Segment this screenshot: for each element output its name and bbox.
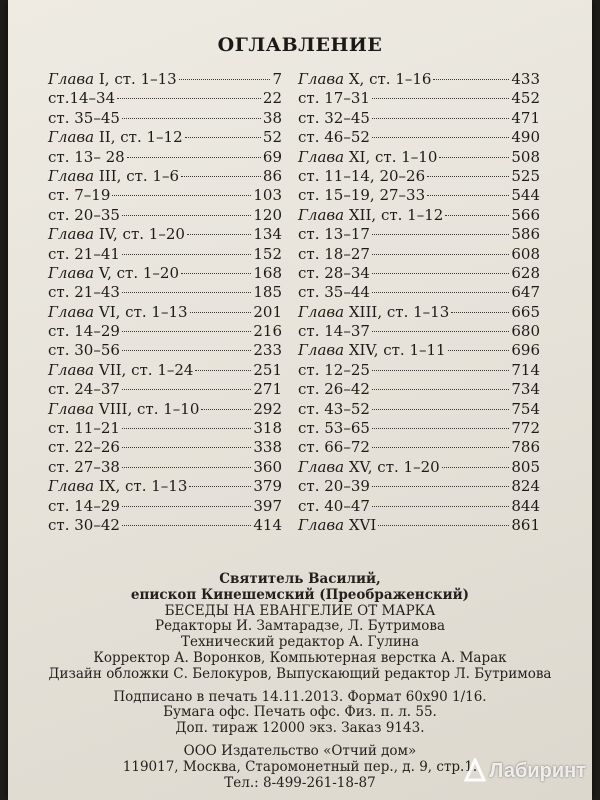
verse-range: ст. 28–34	[298, 263, 370, 282]
page-number: 52	[262, 128, 282, 147]
verse-range: II, ст. 1–12	[94, 128, 183, 147]
toc-entry	[48, 322, 282, 341]
labirint-logo-icon	[464, 758, 486, 784]
page-number: 22	[262, 89, 282, 108]
toc-entry	[298, 225, 540, 244]
page-number: 544	[511, 186, 540, 205]
page-number: 647	[511, 283, 540, 302]
toc-entry	[48, 89, 282, 108]
page-number: 861	[511, 515, 540, 534]
dot-leader	[127, 157, 261, 158]
toc-entry-label	[48, 89, 115, 107]
toc-entry-label	[298, 341, 446, 359]
page-number: 508	[511, 147, 540, 166]
toc-entry	[298, 322, 540, 341]
toc-entry	[48, 148, 282, 167]
verse-range: XII, ст. 1–12	[344, 205, 444, 224]
verse-range: ст. 14–37	[298, 322, 370, 341]
page-number: 134	[253, 225, 282, 244]
dot-leader	[122, 389, 251, 390]
verse-range: ст. 30–56	[48, 341, 120, 360]
toc-entry-label	[298, 497, 370, 515]
toc-entry-label	[298, 186, 425, 204]
toc-entry-label	[48, 167, 179, 185]
verse-range: ст. 7–19	[48, 186, 111, 205]
page-number: 292	[253, 399, 282, 418]
verse-range: ст. 11–14, 20–26	[298, 166, 426, 185]
toc-entry	[48, 245, 282, 264]
page-number: 608	[511, 244, 540, 263]
toc-entry-label	[298, 322, 370, 340]
chapter-word: Глава	[298, 205, 345, 224]
toc-entry	[48, 109, 282, 128]
dot-leader	[122, 215, 251, 216]
chapter-word: Глава	[298, 457, 345, 476]
page-number: 680	[511, 322, 540, 341]
toc-entry	[298, 186, 540, 205]
toc-entry-label	[298, 225, 370, 243]
toc-entry	[48, 128, 282, 147]
page-number: 338	[253, 438, 282, 457]
toc-entry	[298, 477, 540, 496]
toc-entry	[298, 206, 540, 225]
toc-entry-label	[48, 206, 120, 224]
dot-leader	[122, 331, 251, 332]
toc-entry-label	[298, 361, 370, 379]
toc-entry-label	[48, 516, 120, 534]
page-number: 490	[511, 128, 540, 147]
toc-entry-label	[298, 477, 370, 495]
toc-entry	[298, 438, 540, 457]
verse-range: XI, ст. 1–10	[344, 147, 438, 166]
toc-entry-label	[298, 89, 370, 107]
toc-entry	[48, 167, 282, 186]
toc-entry	[48, 458, 282, 477]
dot-leader	[122, 118, 261, 119]
page-title: ОГЛАВЛЕНИЕ	[217, 34, 383, 56]
chapter-word: Глава	[298, 341, 345, 360]
dot-leader	[187, 234, 251, 235]
dot-leader	[372, 331, 509, 332]
toc-entry	[48, 303, 282, 322]
dot-leader	[445, 215, 509, 216]
verse-range: VII, ст. 1–24	[94, 360, 194, 379]
page-number: 152	[253, 244, 282, 263]
page-number: 168	[253, 263, 282, 282]
toc-entry-label	[298, 264, 370, 282]
verse-range: ст. 43–52	[298, 399, 370, 418]
page-number: 665	[511, 302, 540, 321]
toc-entry	[298, 264, 540, 283]
toc-entry	[48, 438, 282, 457]
toc-entry-label	[48, 361, 193, 379]
toc-entry-label	[298, 380, 370, 398]
toc-entry	[298, 245, 540, 264]
verse-range: XIV, ст. 1–11	[344, 341, 446, 360]
page-number: 628	[511, 263, 540, 282]
verse-range: ст. 22–26	[48, 438, 120, 457]
toc-entry	[48, 186, 282, 205]
dot-leader	[372, 486, 509, 487]
verse-range: ст. 53–65	[298, 419, 370, 438]
chapter-word: Глава	[48, 360, 95, 379]
watermark-text: Лабиринт	[489, 759, 586, 782]
page-number: 271	[253, 380, 282, 399]
toc-entry-label	[48, 380, 120, 398]
verse-range: ст. 27–38	[48, 457, 120, 476]
page-number: 251	[253, 360, 282, 379]
toc-entry	[298, 497, 540, 516]
dot-leader	[181, 273, 251, 274]
print-run-line: Доп. тираж 12000 экз. Заказ 9143.	[175, 720, 425, 737]
dot-leader	[112, 195, 251, 196]
verse-range: IV, ст. 1–20	[94, 225, 185, 244]
dot-leader	[372, 428, 509, 429]
page-number: 379	[253, 477, 282, 496]
toc-entry-label	[48, 70, 177, 88]
toc-entry-label	[48, 225, 185, 243]
toc-entry-label	[48, 264, 179, 282]
verse-range: V, ст. 1–20	[94, 263, 179, 282]
dot-leader	[378, 525, 509, 526]
chapter-word: Глава	[298, 70, 345, 88]
toc-entry-label	[48, 497, 120, 515]
page-number: 201	[253, 302, 282, 321]
page-number: 452	[511, 89, 540, 108]
dot-leader	[122, 467, 251, 468]
dot-leader	[442, 467, 510, 468]
verse-range: VIII, ст. 1–10	[94, 399, 200, 418]
dot-leader	[117, 98, 261, 99]
page-number: 772	[511, 419, 540, 438]
toc-entry	[48, 264, 282, 283]
dot-leader	[372, 389, 509, 390]
verse-range: ст. 14–29	[48, 496, 120, 515]
verse-range: XV, ст. 1–20	[344, 457, 440, 476]
address-line: 119017, Москва, Старомонетный пер., д. 9, стр.1.	[122, 758, 478, 775]
page-number: 120	[253, 205, 282, 224]
chapter-word: Глава	[48, 263, 95, 282]
verse-range: ст. 11–21	[48, 419, 120, 438]
toc-entry	[48, 225, 282, 244]
page-number: 318	[253, 419, 282, 438]
toc-entry-label	[48, 341, 120, 359]
dot-leader	[427, 195, 509, 196]
dot-leader	[185, 137, 261, 138]
verse-range: VI, ст. 1–13	[94, 302, 188, 321]
phone-line: Тел.: 8-499-261-18-87	[224, 774, 376, 791]
verse-range: ст. 35–45	[48, 108, 120, 127]
chapter-word: Глава	[48, 128, 95, 147]
verse-range: ст. 20–39	[298, 477, 370, 496]
page-number: 754	[511, 399, 540, 418]
dot-leader	[372, 273, 509, 274]
verse-range: ст. 40–47	[298, 496, 370, 515]
toc-entry-label	[48, 322, 120, 340]
page-number: 714	[511, 360, 540, 379]
toc-entry-label	[48, 109, 120, 127]
author-line: Святитель Василий,	[219, 571, 381, 587]
tech-editor-line: Технический редактор А. Гулина	[180, 634, 420, 651]
toc-entry	[298, 70, 540, 89]
page-number: 824	[511, 477, 540, 496]
page-number: 696	[511, 341, 540, 360]
paper-line: Бумага офс. Печать офс. Физ. п. л. 55.	[163, 704, 437, 721]
toc-entry-label	[48, 128, 183, 146]
cover-design-line: Дизайн обложки С. Белокуров, Выпускающий редактор Л. Бутримова	[48, 665, 552, 682]
page-number: 805	[511, 457, 540, 476]
verse-range: III, ст. 1–6	[94, 166, 180, 185]
dot-leader	[122, 428, 251, 429]
verse-range: ст. 13–17	[298, 225, 370, 244]
toc-entry-label	[48, 458, 120, 476]
page-number: 433	[511, 70, 540, 88]
dot-leader	[372, 292, 509, 293]
toc-entry-label	[298, 128, 370, 146]
page-number: 69	[262, 147, 282, 166]
verse-range: XIII, ст. 1–13	[344, 302, 450, 321]
chapter-word: Глава	[48, 225, 95, 244]
toc-entry-label	[298, 283, 370, 301]
page-number: 586	[511, 225, 540, 244]
toc-entry-label	[48, 303, 188, 321]
verse-range: ст. 14–29	[48, 322, 120, 341]
dot-leader	[372, 447, 509, 448]
dot-leader	[451, 312, 509, 313]
dot-leader	[448, 350, 510, 351]
page-number: 566	[511, 205, 540, 224]
dot-leader	[372, 234, 509, 235]
verse-range: ст. 21–43	[48, 283, 120, 302]
labirint-watermark	[464, 758, 586, 784]
dot-leader	[122, 254, 251, 255]
toc-entry-label	[298, 148, 437, 166]
verse-range: ст. 13– 28	[48, 147, 125, 166]
chapter-word: Глава	[48, 399, 95, 418]
dot-leader	[195, 370, 251, 371]
dot-leader	[122, 506, 251, 507]
chapter-word: Глава	[48, 70, 95, 88]
page-number: 233	[253, 341, 282, 360]
dot-leader	[122, 525, 251, 526]
toc-entry	[298, 458, 540, 477]
toc-entry	[298, 361, 540, 380]
page-number: 185	[253, 283, 282, 302]
toc-entry-label	[48, 438, 120, 456]
dot-leader	[189, 486, 251, 487]
dot-leader	[372, 409, 509, 410]
page-number: 471	[511, 108, 540, 127]
toc-entry-label	[298, 458, 440, 476]
toc-entry-label	[48, 477, 187, 495]
dot-leader	[372, 98, 509, 99]
dot-leader	[439, 157, 509, 158]
page-number: 216	[253, 322, 282, 341]
dot-leader	[122, 350, 251, 351]
toc-entry-label	[298, 70, 431, 88]
toc-entry	[298, 89, 540, 108]
toc-entry-label	[48, 400, 199, 418]
toc-left-column	[48, 70, 282, 535]
toc-entry-label	[298, 400, 370, 418]
toc-entry-label	[298, 438, 370, 456]
verse-range: ст. 17–31	[298, 89, 370, 108]
toc-entry-label	[48, 245, 120, 263]
toc-entry-label	[48, 186, 110, 204]
dot-leader	[201, 409, 251, 410]
page-number: 525	[511, 166, 540, 185]
dot-leader	[427, 176, 509, 177]
toc-entry	[48, 477, 282, 496]
toc-entry	[48, 497, 282, 516]
verse-range: XVI	[344, 515, 377, 534]
corrector-line: Корректор А. Воронков, Компьютерная верстка А. Марак	[93, 649, 507, 666]
toc-entry	[48, 419, 282, 438]
chapter-word: Глава	[48, 166, 95, 185]
publisher-line: ООО Издательство «Отчий дом»	[183, 742, 417, 759]
verse-range: ст. 26–42	[298, 380, 370, 399]
toc-entry	[298, 283, 540, 302]
dot-leader	[433, 79, 509, 80]
toc-entry	[298, 516, 540, 535]
toc-entry	[298, 419, 540, 438]
toc-entry	[298, 380, 540, 399]
page-number: 786	[511, 438, 540, 457]
dot-leader	[372, 254, 509, 255]
toc-right-column	[298, 70, 540, 535]
verse-range: ст. 20–35	[48, 205, 120, 224]
toc-entry	[298, 167, 540, 186]
dot-leader	[372, 137, 509, 138]
dot-leader	[122, 447, 251, 448]
toc-entry-label	[48, 283, 120, 301]
chapter-word: Глава	[48, 477, 95, 496]
toc-entry-label	[298, 206, 443, 224]
page-number: 844	[511, 496, 540, 515]
dot-leader	[372, 506, 509, 507]
chapter-word: Глава	[298, 302, 345, 321]
toc-entry-label	[298, 245, 370, 263]
toc-entry	[298, 303, 540, 322]
toc-entry	[48, 341, 282, 360]
toc-entry-label	[298, 516, 376, 534]
page-number: 414	[253, 515, 282, 534]
verse-range: I, ст. 1–13	[94, 70, 177, 88]
toc-entry-label	[298, 419, 370, 437]
verse-range: ст. 46–52	[298, 128, 370, 147]
toc-entry	[48, 206, 282, 225]
toc-entry-label	[48, 148, 125, 166]
dot-leader	[372, 370, 509, 371]
verse-range: ст. 15–19, 27–33	[298, 186, 426, 205]
toc-entry-label	[298, 303, 449, 321]
page-number: 38	[262, 108, 282, 127]
toc-entry	[298, 109, 540, 128]
page-number: 103	[253, 186, 282, 205]
dot-leader	[179, 79, 271, 80]
verse-range: X, ст. 1–16	[344, 70, 432, 88]
book-title: БЕСЕДЫ НА ЕВАНГЕЛИЕ ОТ МАРКА	[164, 602, 436, 619]
verse-range: ст. 21–41	[48, 244, 120, 263]
verse-range: ст. 18–27	[298, 244, 370, 263]
toc-entry	[48, 400, 282, 419]
chapter-word: Глава	[298, 515, 345, 534]
toc-entry-label	[298, 167, 425, 185]
toc-entry	[48, 380, 282, 399]
toc-entry-label	[298, 109, 370, 127]
editors-line: Редакторы И. Замтарадзе, Л. Бутримова	[154, 618, 445, 635]
verse-range: ст. 66–72	[298, 438, 370, 457]
verse-range: ст. 24–37	[48, 380, 120, 399]
dot-leader	[122, 292, 251, 293]
toc-entry	[298, 341, 540, 360]
toc-entry	[48, 516, 282, 535]
verse-range: ст. 30–42	[48, 515, 120, 534]
page-number: 360	[253, 457, 282, 476]
page-number: 86	[262, 166, 282, 185]
verse-range: ст. 12–25	[298, 360, 370, 379]
toc-entry	[48, 70, 282, 89]
toc-entry	[298, 400, 540, 419]
toc-entry	[48, 283, 282, 302]
dot-leader	[372, 118, 509, 119]
chapter-word: Глава	[298, 147, 345, 166]
verse-range: ст.14–34	[48, 89, 116, 108]
dot-leader	[181, 176, 261, 177]
dot-leader	[190, 312, 252, 313]
signed-line: Подписано в печать 14.11.2013. Формат 60x90 1/16.	[113, 688, 487, 705]
author-title-line: епископ Кинешемский (Преображенский)	[130, 586, 470, 603]
toc-entry	[298, 128, 540, 147]
page-number: 397	[253, 496, 282, 515]
toc-entry	[298, 148, 540, 167]
toc-entry	[48, 361, 282, 380]
verse-range: IX, ст. 1–13	[94, 477, 188, 496]
chapter-word: Глава	[48, 302, 95, 321]
verse-range: ст. 35–44	[298, 283, 370, 302]
verse-range: ст. 32–45	[298, 108, 370, 127]
book-page	[8, 0, 592, 800]
page-number: 734	[511, 380, 540, 399]
toc-entry-label	[48, 419, 120, 437]
page-number: 7	[272, 70, 282, 88]
